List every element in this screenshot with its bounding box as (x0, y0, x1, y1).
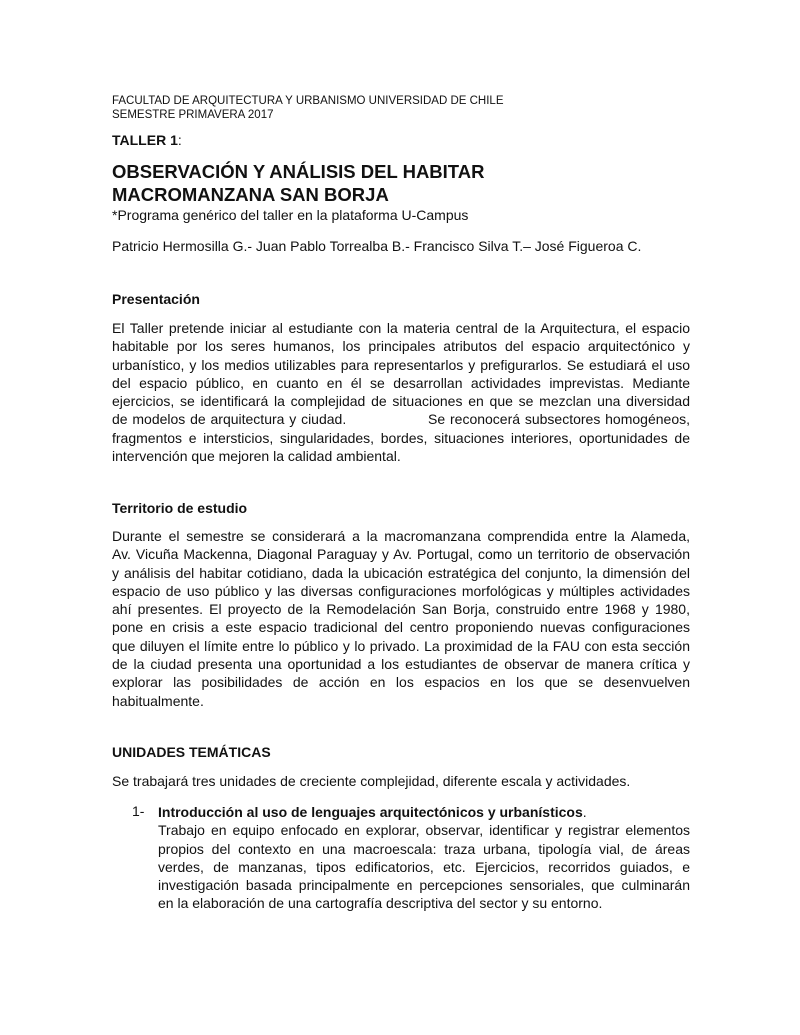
unidades-intro: Se trabajará tres unidades de creciente complejidad, diferente escala y actividades. (112, 773, 631, 789)
list-item-line: verdes, de manzanas, tipos edificatorios, etc. Ejercicios, recorridos guiados, e (158, 858, 690, 875)
subtitle-note: *Programa genérico del taller en la plataforma U-Campus (112, 207, 469, 223)
list-item-number: 1- (132, 803, 145, 819)
paragraph-line: urbanístico, y los medios utilizables para representarlos y prefigurarlos. Se estudiará el uso (112, 356, 690, 373)
taller-label (112, 132, 182, 148)
paragraph-territorio (112, 527, 690, 710)
title-line-1: OBSERVACIÓN Y ANÁLISIS DEL HABITAR (112, 161, 485, 182)
faculty-header: FACULTAD DE ARQUITECTURA Y URBANISMO UNIVERSIDAD DE CHILE (112, 95, 504, 107)
paragraph-line: Av. Vicuña Mackenna, Diagonal Paraguay y Av. Portugal, como un territorio de observación (112, 546, 690, 563)
paragraph-line: habitable por los seres humanos, los principales atributos del espacio arquitectónico y (112, 338, 690, 355)
list-item-title (158, 803, 690, 821)
taller-number: TALLER 1 (112, 132, 178, 148)
list-item-line: en la elaboración de una cartografía descriptiva del sector y su entorno. (158, 895, 603, 912)
section-heading-presentacion: Presentación (112, 291, 200, 307)
paragraph-line: de modelos de arquitectura y ciudad. Se reconocerá subsectores homogéneos, (112, 411, 690, 428)
paragraph-line: de la ciudad presenta una oportunidad a los estudiantes de observar de manera crítica y (112, 656, 690, 673)
title-line-2: MACROMANZANA SAN BORJA (112, 184, 389, 205)
authors-line: Patricio Hermosilla G.- Juan Pablo Torrealba B.- Francisco Silva T.– José Figueroa C. (112, 238, 642, 254)
paragraph-presentacion (112, 319, 690, 465)
paragraph-line: y análisis del habitar cotidiano, dada la ubicación estratégica del conjunto, la dimensión del (112, 564, 690, 581)
section-heading-unidades: UNIDADES TEMÁTICAS (112, 744, 271, 760)
taller-colon: : (177, 132, 182, 148)
paragraph-line: ahí presentes. El proyecto de la Remodelación San Borja, construido entre 1968 y 1980, (112, 601, 690, 618)
list-item-line: propios del contexto en una macroescala: traza urbana, tipología vial, de áreas (158, 840, 690, 857)
document-title (112, 160, 484, 206)
list-item-body (158, 803, 690, 913)
paragraph-line: espacio de uso público y las diversas configuraciones morfológicas y múltiples actividades (112, 582, 690, 599)
paragraph-line: explorar las posibilidades de acción en los espacios en los que se desenvuelven (112, 674, 690, 691)
paragraph-line: El Taller pretende iniciar al estudiante con la materia central de la Arquitectura, el espacio (112, 320, 690, 336)
paragraph-line: pone en crisis a este espacio tradicional del centro proponiendo nuevas configuraciones (112, 619, 690, 636)
list-item-title-period: . (582, 804, 587, 820)
section-heading-territorio: Territorio de estudio (112, 500, 248, 516)
paragraph-line: Durante el semestre se considerará a la macromanzana comprendida entre la Alameda, (112, 528, 690, 544)
paragraph-line: habitualmente. (112, 692, 204, 709)
paragraph-line: fragmentos e intersticios, singularidades, bordes, situaciones interiores, oportunidades de (112, 429, 690, 446)
paragraph-line: del espacio público, en cuanto en él se desarrollan actividades imprevistas. Mediante (112, 374, 690, 391)
semester-header: SEMESTRE PRIMAVERA 2017 (112, 109, 274, 121)
paragraph-line: intervención que mejoren la calidad ambiental. (112, 448, 401, 465)
paragraph-line: ejercicios, se identificará la complejidad de situaciones en que se mezclan una diversidad (112, 393, 690, 410)
list-item-line: Trabajo en equipo enfocado en explorar, observar, identificar y registrar elementos (158, 822, 690, 839)
list-item-title-text: Introducción al uso de lenguajes arquitectónicos y urbanísticos (158, 804, 583, 820)
paragraph-line: que diluyen el límite entre lo público y lo privado. La proximidad de la FAU con esta sección (112, 637, 690, 654)
list-item-line: investigación basada principalmente en percepciones sensoriales, que culminarán (158, 877, 690, 894)
